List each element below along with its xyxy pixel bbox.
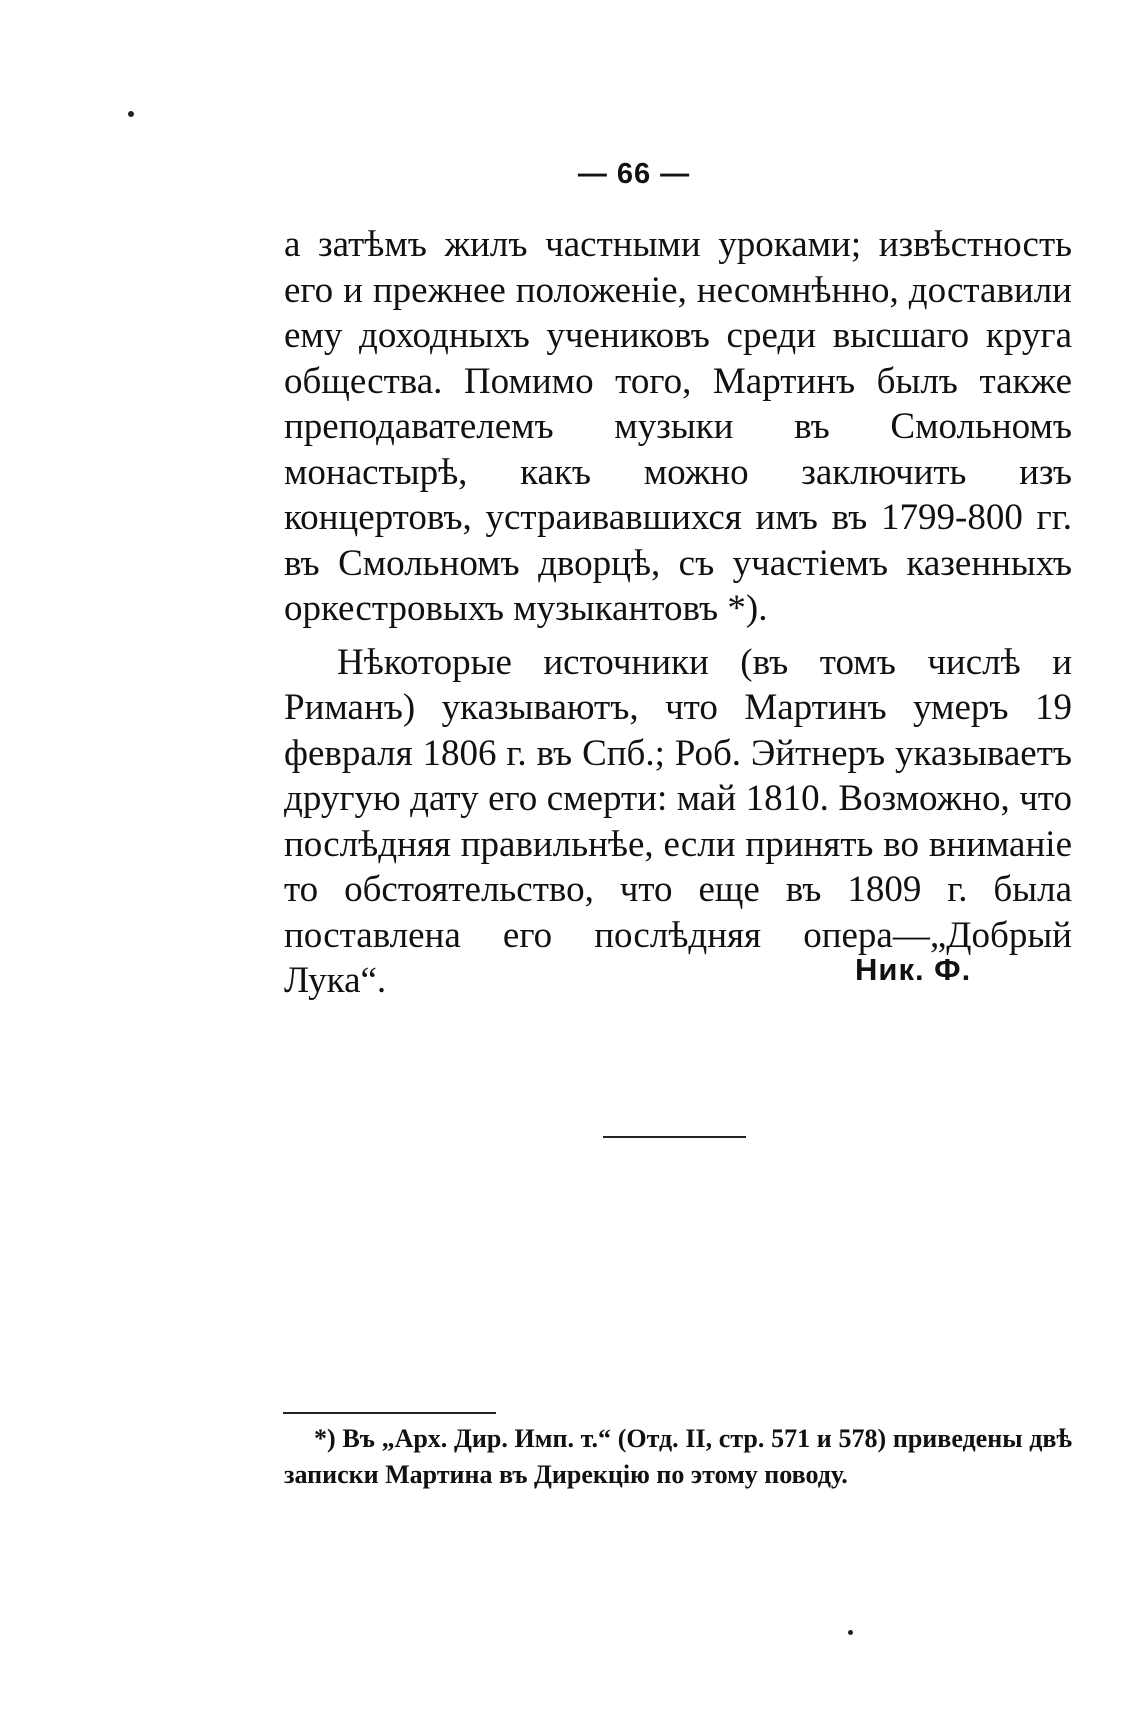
body-text — [284, 222, 1072, 1004]
author-signature: Ник. Ф. — [855, 952, 972, 987]
footnote: *) Въ „Арх. Дир. Имп. т.“ (Отд. II, стр. 571 и 578) приведены двѣ записки Мартина въ Дирекцію по этому поводу. — [284, 1424, 1072, 1489]
paragraph-2: Нѣкоторые источники (въ томъ числѣ и Риманъ) указываютъ, что Мартинъ умеръ 19 февраля 1806 г. въ Спб.; Роб. Эйтнеръ указываетъ другую дату его смерти: май 1810. Возможно, что послѣдняя правильнѣе, если принять во вниманіе то обстоятельство, что еще въ 1809 г. была поставлена его послѣдняя опера—„Добрый Лука“. — [284, 641, 1072, 1001]
page-number: — 66 — — [577, 158, 691, 190]
paragraph-1: а затѣмъ жилъ частными уроками; извѣстность его и прежнее положеніе, несомнѣнно, доставили ему доходныхъ учениковъ среди высшаго круга общества. Помимо того, Мартинъ былъ также преподавателемъ музыки въ Смольномъ монастырѣ, какъ можно заключить изъ концертовъ, устраивавшихся имъ въ 1799-800 гг. въ Смольномъ дворцѣ, съ участіемъ казенныхъ оркестровыхъ музыкантовъ *). — [284, 224, 1072, 629]
scan-speck — [128, 111, 134, 117]
section-divider — [603, 1136, 746, 1138]
scan-speck — [848, 1630, 853, 1635]
footnote-divider — [283, 1412, 496, 1414]
